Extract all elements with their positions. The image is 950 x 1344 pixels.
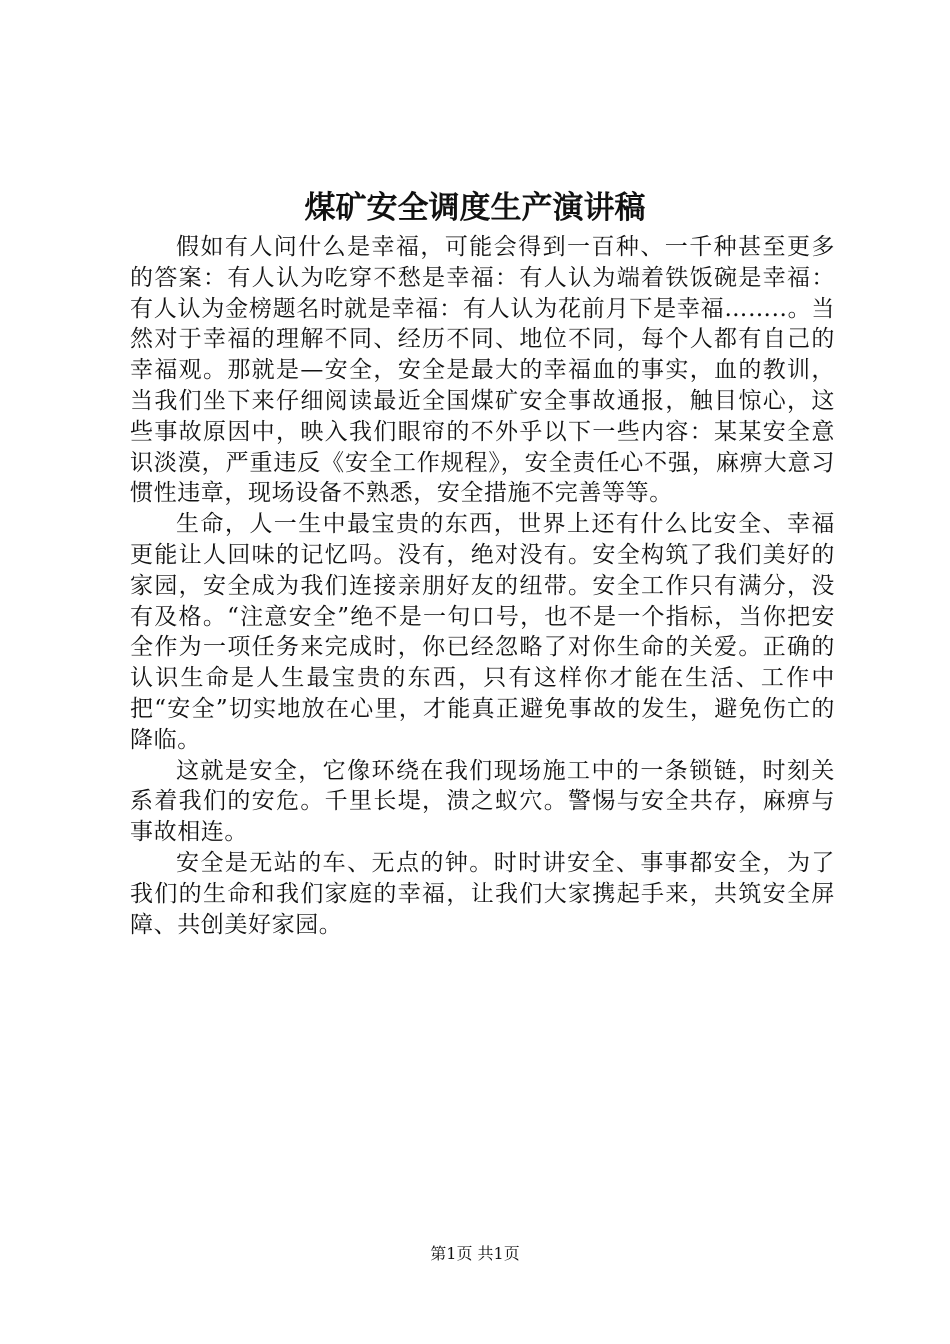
document-title: 煤矿安全调度生产演讲稿 [304,190,646,226]
paragraph-2: 生命，人一生中最宝贵的东西，世界上还有什么比安全、幸福更能让人回味的记忆吗。没有，绝对没有。安全构筑了我们美好的家园，安全成为我们连接亲朋好友的纽带。安全工作只有满分，没有及格。“注意安全”绝不是一句口号，也不是一个指标，当你把安全作为一项任务来完成时，你已经忽略了对你生命的关爱。正确的认识生命是人生最宝贵的东西，只有这样你才能在生活、工作中把“安全”切实地放在心里，才能真正避免事故的发生，避免伤亡的降临。 [130,511,835,753]
page-footer: 第1页 共1页 [430,1244,520,1263]
paragraph-3: 这就是安全，它像环绕在我们现场施工中的一条锁链，时刻关系着我们的安危。千里长堤，溃之蚁穴。警惕与安全共存，麻痹与事故相连。 [130,757,835,846]
paragraph-1: 假如有人问什么是幸福，可能会得到一百种、一千种甚至更多的答案：有人认为吃穿不愁是幸福：有人认为端着铁饭碗是幸福：有人认为金榜题名时就是幸福：有人认为花前月下是幸福……..。当然对于幸福的理解不同、经历不同、地位不同，每个人都有自己的幸福观。那就是—安全，安全是最大的幸福血的事实，血的教训，当我们坐下来仔细阅读最近全国煤矿安全事故通报，触目惊心，这些事故原因中，映入我们眼帘的不外乎以下一些内容：某某安全意识淡漠，严重违反《安全工作规程》，安全责任心不强，麻痹大意习惯性违章，现场设备不熟悉，安全措施不完善等等。 [130,234,835,507]
document-body [130,232,835,940]
paragraph-4: 安全是无站的车、无点的钟。时时讲安全、事事都安全，为了我们的生命和我们家庭的幸福，让我们大家携起手来，共筑安全屏障、共创美好家园。 [130,849,835,938]
